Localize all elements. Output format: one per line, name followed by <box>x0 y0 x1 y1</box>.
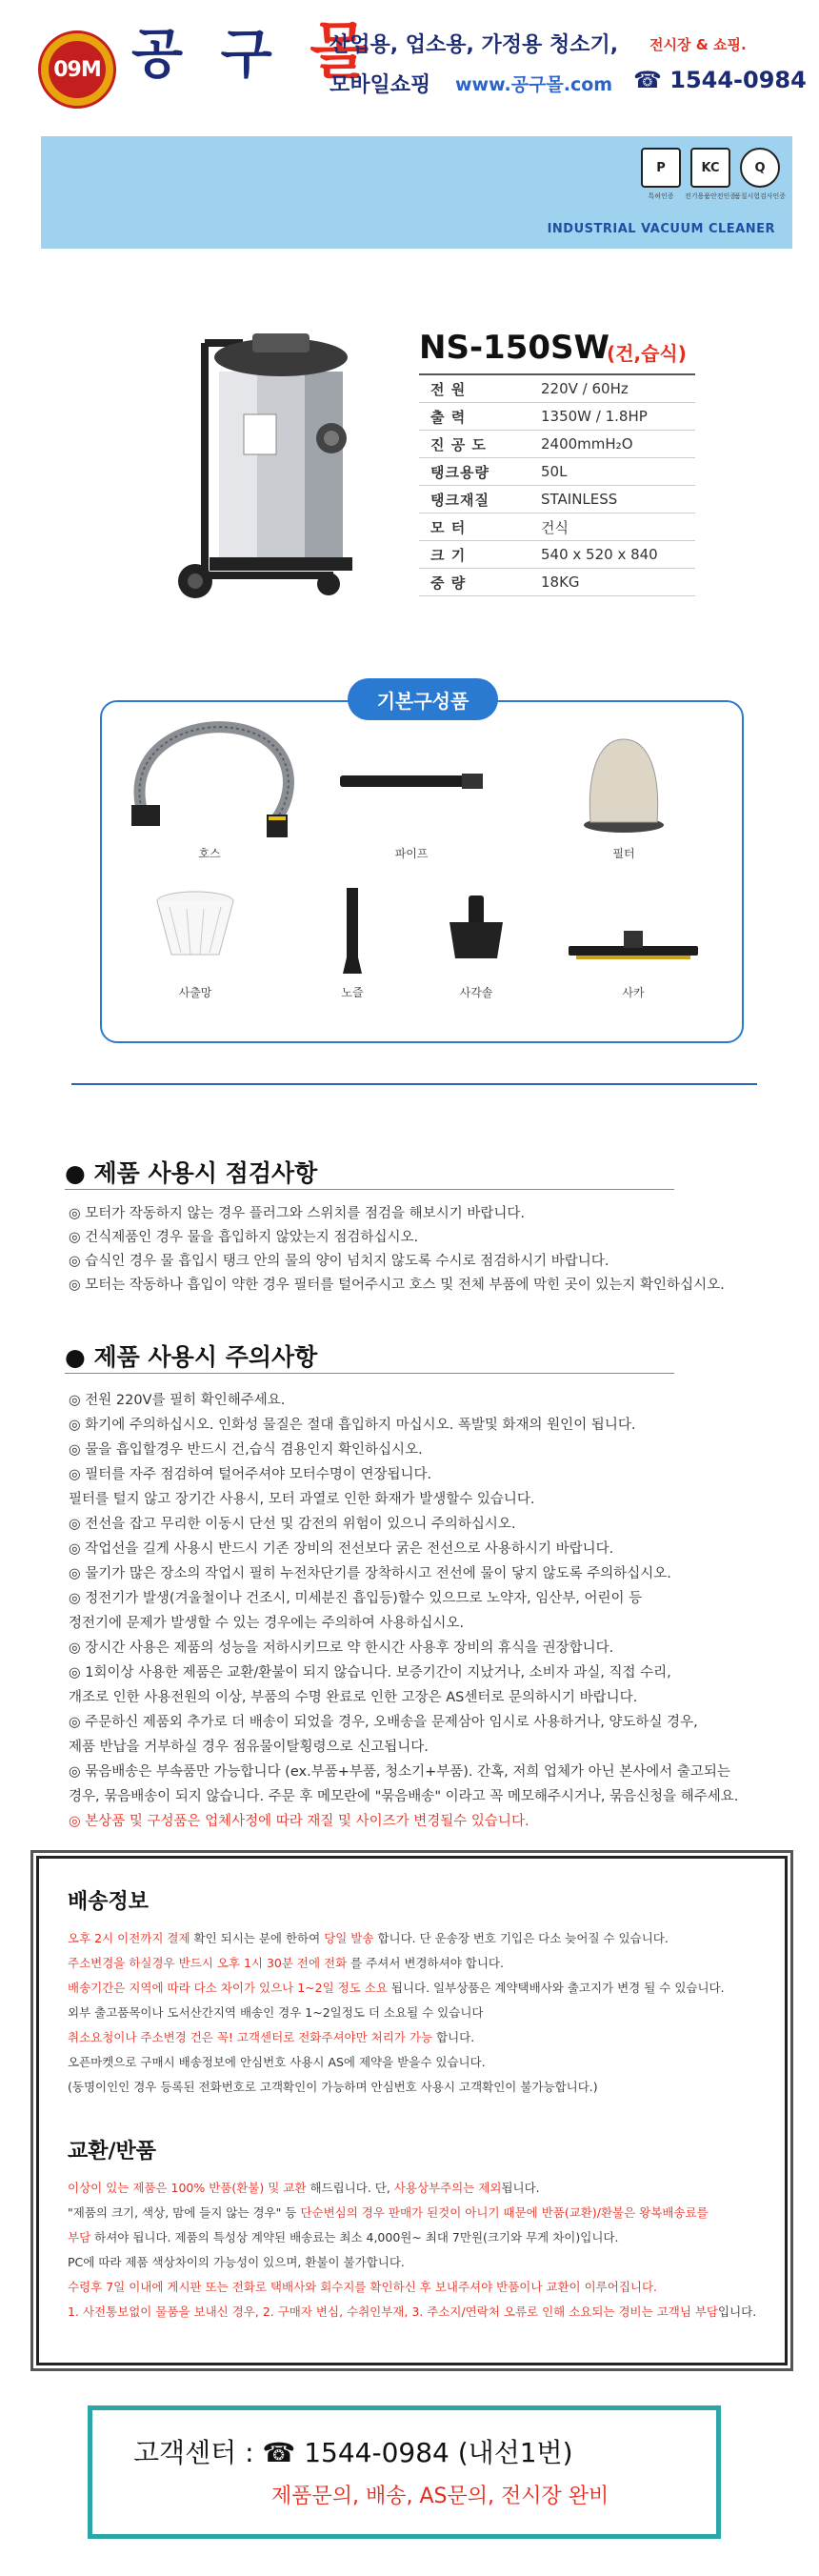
inspect-line: ◎ 모터가 작동하지 않는 경우 플러그와 스위치를 점검을 해보시기 바랍니다. <box>69 1206 525 1221</box>
shipping-line <box>68 1954 504 1971</box>
shipping-line-red: 주소변경을 하실경우 반드시 오후 1시 30분 전에 전화 <box>68 1956 348 1970</box>
nozzle-image <box>333 886 371 976</box>
shipping-line-red: 취소요청이나 주소변경 건은 꼭! 고객센터로 전화주셔야만 처리가 가능 <box>68 2030 433 2044</box>
header-phone: ☎ 1544-0984 <box>633 67 807 93</box>
component-label-square-brush: 사각솔 <box>459 986 493 999</box>
shipping-line <box>68 2078 598 2095</box>
caution-line: ◎ 물기가 많은 장소의 작업시 필히 누전차단기를 장착하시고 전선에 물이 닿지 않도록 주의하십시오. <box>69 1566 671 1581</box>
exchange-line <box>68 2253 405 2270</box>
component-label-filter: 필터 <box>612 847 635 860</box>
spec-value: STAINLESS <box>541 491 618 508</box>
tagline-primary: 산업용, 업소용, 가정용 청소기, <box>330 33 619 57</box>
spec-value: 1350W / 1.8HP <box>541 408 648 425</box>
caution-line: ◎ 묶음배송은 부속품만 가능합니다 (ex.부품+부품, 청소기+부품). 간혹, 저희 업체가 아닌 본사에서 출고되는 <box>69 1764 730 1780</box>
exchange-line <box>68 2179 540 2196</box>
spec-value: 540 x 520 x 840 <box>541 546 658 563</box>
spec-value: 18KG <box>541 574 580 591</box>
exchange-line-text: 해드립니다. 단, <box>306 2181 394 2195</box>
caution-line: ◎ 물을 흡입할경우 반드시 건,습식 겸용인지 확인하십시오. <box>69 1442 423 1458</box>
tagline-mobile: 모바일쇼핑 <box>330 73 431 97</box>
components-title: 기본구성품 <box>348 678 498 720</box>
mesh-basket-image <box>152 888 238 964</box>
customer-center-box <box>88 2405 721 2539</box>
spec-key: 모 터 <box>430 518 467 536</box>
customer-center-phone: 고객센터 : ☎ 1544-0984 (내선1번) <box>133 2437 573 2468</box>
inspect-line: ◎ 건식제품인 경우 물을 흡입하지 않았는지 점검하십시오. <box>69 1230 419 1245</box>
tagline-primary-red: 전시장 & 쇼핑. <box>649 36 747 53</box>
model-name: NS-150SW <box>419 329 610 367</box>
shipping-line-text: 오픈마켓으로 구매시 배송정보에 안심번호 사용시 AS에 제약을 받을수 있습니다. <box>68 2055 486 2069</box>
caution-line: ◎ 작업선을 길게 사용시 반드시 기존 장비의 전선보다 굵은 전선으로 사용하시기 바랍니다. <box>69 1541 614 1557</box>
banner-title: INDUSTRIAL VACUUM CLEANER <box>547 222 775 236</box>
spec-value: 50L <box>541 463 568 480</box>
exchange-line <box>68 2228 618 2245</box>
cert-label: 특허인증 <box>648 192 674 200</box>
caution-title: ● 제품 사용시 주의사항 <box>65 1343 318 1371</box>
spec-value: 건식 <box>541 518 569 536</box>
caution-line: ◎ 전원 220V를 필히 확인해주세요. <box>69 1393 286 1408</box>
brand-name-a: 공 구 <box>131 24 310 86</box>
spec-row <box>419 486 695 513</box>
spec-row <box>419 403 695 431</box>
spec-key: 중 량 <box>430 574 467 592</box>
inspect-line: ◎ 모터는 작동하나 흡입이 약한 경우 필터를 털어주시고 호스 및 전체 부품에 막힌 곳이 있는지 확인하십시오. <box>69 1278 725 1293</box>
caution-line: 개조로 인한 사용전원의 이상, 부품의 수명 완료로 인한 고장은 AS센터로 문의하시기 바랍니다. <box>69 1690 638 1705</box>
exchange-line-red: 1. 사전통보없이 물품을 보내신 경우, 2. 구매자 변심, 수취인부재, 3. 주소지/연락처 오류로 인해 소요되는 경비는 고객님 부담 <box>68 2304 719 2319</box>
caution-line: ◎ 장시간 사용은 제품의 성능을 저하시키므로 약 한시간 사용후 장비의 휴식을 권장합니다. <box>69 1640 614 1656</box>
exchange-line-red: 이상이 있는 제품은 100% 반품(환불) 및 교환 <box>68 2181 307 2195</box>
shipping-line-text: 됩니다. 일부상품은 계약택배사와 출고지가 변경 될 수 있습니다. <box>387 1981 725 1995</box>
model-type: (건,습식) <box>607 342 687 365</box>
spec-key: 진 공 도 <box>430 435 487 453</box>
inspect-line: ◎ 습식인 경우 물 흡입시 탱크 안의 물의 양이 넘치지 않도록 수시로 점검하시기 바랍니다. <box>69 1254 609 1269</box>
filter-image <box>581 732 667 836</box>
component-label-pipe: 파이프 <box>394 847 429 860</box>
caution-line: ◎ 필터를 자주 점검하여 털어주셔야 모터수명이 연장됩니다. <box>69 1467 432 1482</box>
exchange-line-text: PC에 따라 제품 색상차이의 가능성이 있으며, 환불이 불가합니다. <box>68 2255 405 2269</box>
caution-line: ◎ 전선을 잡고 무리한 이동시 단선 및 감전의 위험이 있으니 주의하십시오. <box>69 1517 516 1532</box>
exchange-line <box>68 2303 756 2320</box>
shipping-line <box>68 1979 725 1996</box>
brand-name-b: 몰 <box>310 17 379 88</box>
spec-row <box>419 513 695 541</box>
exchange-line-text: 입니다. <box>718 2304 757 2319</box>
spec-row <box>419 541 695 569</box>
exchange-line <box>68 2278 657 2295</box>
exchange-title: 교환/반품 <box>68 2140 157 2163</box>
spec-row <box>419 569 695 596</box>
spec-key: 탱크재질 <box>430 491 489 509</box>
divider <box>71 1083 757 1085</box>
shipping-line <box>68 2053 486 2070</box>
caution-line: ◎ 주문하신 제품외 추가로 더 배송이 되었을 경우, 오배송을 문제삼아 임시로 사용하거나, 양도하실 경우, <box>69 1715 698 1730</box>
shipping-line-text: (동명이인인 경우 등록된 전화번호로 고객확인이 가능하며 안심번호 사용시 고객확인이 불가능합니다.) <box>68 2080 598 2094</box>
site-url-link[interactable]: www.공구몰.com <box>455 74 613 95</box>
square-brush-image <box>438 894 514 965</box>
shipping-line <box>68 2028 474 2045</box>
exchange-line-red: 수령후 7일 이내에 게시판 또는 전화로 택배사와 회수지를 확인하신 후 보내주셔야 반품이나 교환이 이루어집니다. <box>68 2280 658 2294</box>
caution-line: 필터를 털지 않고 장기간 사용시, 모터 과열로 인한 화재가 발생할수 있습니다. <box>69 1492 535 1507</box>
inspect-title: ● 제품 사용시 점검사항 <box>65 1159 318 1187</box>
shipping-line <box>68 1929 669 1946</box>
caution-line: 정전기에 문제가 발생할 수 있는 경우에는 주의하여 사용하십시오. <box>69 1616 465 1631</box>
exchange-line-red: 사용상부주의는 제외 <box>393 2181 502 2195</box>
spec-row <box>419 458 695 486</box>
logo <box>38 30 116 109</box>
customer-center-services: 제품문의, 배송, AS문의, 전시장 완비 <box>271 2485 609 2508</box>
patent-icon: P <box>641 148 681 188</box>
cert-label: 품질시험검사인증 <box>733 192 787 200</box>
logo-text: 09M <box>49 41 106 98</box>
spec-key: 크 기 <box>430 546 467 564</box>
quality-icon: Q <box>740 148 780 188</box>
caution-line: 경우, 묶음배송이 되지 않습니다. 주문 후 메모란에 "묶음배송" 이라고 꼭 메모해주시거나, 묶음신청을 해주세요. <box>69 1789 739 1804</box>
spec-row <box>419 375 695 403</box>
category-banner <box>41 136 792 249</box>
component-label-squeegee: 사카 <box>622 986 645 999</box>
shipping-line-red: 오후 2시 이전까지 결제 <box>68 1931 190 1945</box>
component-label-basket: 사출망 <box>178 986 212 999</box>
kc-icon: KC <box>690 148 730 188</box>
spec-key: 출 력 <box>430 408 467 426</box>
component-label-hose: 호스 <box>198 847 221 860</box>
caution-line: ◎ 화기에 주의하십시오. 인화성 물질은 절대 흡입하지 마십시오. 폭발및 화재의 원인이 됩니다. <box>69 1418 636 1433</box>
shipping-line-red: 배송기간은 지역에 따라 다소 차이가 있으나 1~2일 정도 소요 <box>68 1981 388 1995</box>
exchange-line-red: 부담 <box>68 2230 91 2244</box>
vacuum-cleaner-image <box>152 314 371 600</box>
spec-row <box>419 431 695 458</box>
divider <box>65 1373 674 1374</box>
cert-label: 전기용품안전인증 <box>684 192 737 200</box>
spec-value: 220V / 60Hz <box>541 380 629 397</box>
exchange-line <box>68 2204 709 2221</box>
caution-line: 제품 반납을 거부하실 경우 점유물이탈횡령으로 신고됩니다. <box>69 1740 429 1755</box>
exchange-line-text: 하셔야 됩니다. 제품의 특성상 계약된 배송료는 최소 4,000원~ 최대 7만원(크기와 무게 차이)입니다. <box>90 2230 619 2244</box>
exchange-line-red: 단순변심의 경우 판매가 된것이 아니기 때문에 반품(교환)/환불은 왕복배송료를 <box>300 2205 709 2220</box>
exchange-line-text: "제품의 크기, 색상, 맘에 들지 않는 경우" 등 <box>68 2205 301 2220</box>
shipping-line-text: 확인 되시는 분에 한하여 <box>190 1931 325 1945</box>
divider <box>65 1189 674 1190</box>
hose-image <box>124 710 314 843</box>
shipping-line-text: 합니다. 단 운송장 번호 기입은 다소 늦어질 수 있습니다. <box>373 1931 669 1945</box>
pipe-image <box>338 762 486 800</box>
shipping-line-red: 당일 발송 <box>324 1931 374 1945</box>
caution-line: ◎ 1회이상 사용한 제품은 교환/환불이 되지 않습니다. 보증기간이 지났거나, 소비자 과실, 직접 수리, <box>69 1665 671 1680</box>
caution-line: ◎ 정전기가 발생(겨울철이나 건조시, 미세분진 흡입등)할수 있으므로 노약자, 임산부, 어린이 등 <box>69 1591 643 1606</box>
spec-key: 탱크용량 <box>430 463 489 481</box>
squeegee-image <box>567 929 700 967</box>
caution-line-red: ◎ 본상품 및 구성품은 업체사정에 따라 재질 및 사이즈가 변경될수 있습니다. <box>69 1814 529 1829</box>
shipping-line-text: 합니다. <box>432 2030 475 2044</box>
shipping-line-text: 외부 출고품목이나 도서산간지역 배송인 경우 1~2일정도 더 소요될 수 있습니다 <box>68 2005 484 2020</box>
spec-value: 2400mmH₂O <box>541 435 633 453</box>
shipping-box <box>36 1856 788 2365</box>
shipping-line-text: 를 주셔서 변경하셔야 합니다. <box>347 1956 504 1970</box>
exchange-line-text: 됩니다. <box>501 2181 540 2195</box>
spec-table <box>419 373 695 596</box>
spec-key: 전 원 <box>430 380 467 398</box>
component-label-nozzle: 노즐 <box>341 986 364 999</box>
shipping-line <box>68 2003 483 2021</box>
shipping-title: 배송정보 <box>68 1890 150 1914</box>
